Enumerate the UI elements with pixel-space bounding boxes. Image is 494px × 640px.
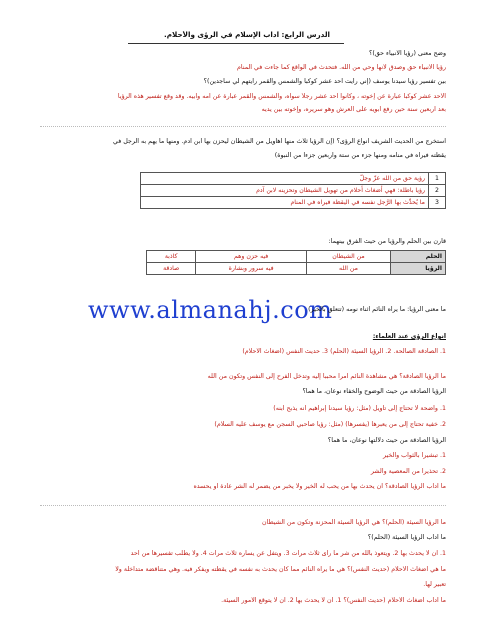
q-yusuf-vision: بين تفسير رؤيا سيدنا يوسف (إني رأيت أحد عشر كوكباً والشمس والقمر رأيتهم لي ساجدين)؟ [203, 78, 446, 85]
a-clear-vision: 1. واضحة لا تحتاج إلى تأويل (مثل: رؤيا سيدنا إبراهيم أنه يذبح ابنه) [273, 405, 446, 412]
comparison-table [146, 250, 446, 275]
table-row [147, 251, 446, 263]
table-row [141, 197, 446, 209]
a-bad-dream: ما الرؤيا السيئة (الحلم)؟ هي الرؤيا السيئة المحزنة وتكون من الشيطان [262, 519, 446, 526]
divider [40, 505, 446, 506]
table-row [141, 185, 446, 197]
table-row [147, 263, 446, 275]
q-vision-meaning: ما معنى الرؤيا: ما يراه النائم أثناء نومه (تتعلق بالخير) [308, 306, 446, 313]
a-yusuf-vision-2: بعد أربعين سنة حين رفع أبويه على العرش وهو سريره، وإخوته بين يديه [261, 106, 446, 113]
row-header: الرؤيا [391, 263, 446, 275]
q-true-vision-clarity: الرؤيا الصادقة من حيث الوضوح والخفاء نوعان، ما هما؟ [302, 388, 446, 395]
a-vision-types: 1. الصادقة الصالحة. 2. الرؤيا السيئة (الحلم) 3. حديث النفس (أضغاث الأحلام) [242, 348, 446, 355]
a-warning: 2. تحذيراً من المعصية والشر [370, 468, 446, 475]
row-number: 2 [429, 185, 446, 197]
a-prophets-vision: رؤيا الأنبياء حق وصدق لأنها وحي من الله. فتحدث في الواقع كما جاءت في المنام [237, 64, 446, 71]
q-vision-types-hadith-2: يقظته فيراه في منامه ومنها جزء من ستة وأربعين جزءاً من النبوة) [274, 152, 446, 159]
cell-source: من الشيطان [306, 251, 390, 263]
lesson-title: الدرس الرابع: آداب الإسلام في الرؤى والأحلام. [164, 31, 330, 39]
title-underline [128, 43, 344, 44]
cell-truth: كاذبة [147, 251, 196, 263]
cell-feeling: فيه حزن وهم [196, 251, 307, 263]
cell-source: من الله [306, 263, 390, 275]
cell-feeling: فيه سرور وبشارة [196, 263, 307, 275]
cell-truth: صادقة [147, 263, 196, 275]
a-good-tidings: 1. تبشيراً بالثواب والخير [383, 452, 446, 459]
q-vision-types-hadith-1: استخرج من الحديث الشريف أنواع الرؤى؟ (إن الرؤيا ثلاث منها أهاويل من الشيطان ليحزن بها ابن آدم. ومنها ما يهم به الرجل في [112, 138, 446, 145]
a-true-vision: ما الرؤيا الصادقة؟ هي مشاهدة النائم أمراً محبباً إليه وتدخل الفرح إلى النفس وتكون من الله [207, 373, 446, 380]
a-self-talk-dreams: ما هي أضغاث الأحلام (حديث النفس)؟ هي ما يراه النائم مما كان يحدث به نفسه في يقظته ويفكر فيه. وهي متناقضة متداخلة ولا [115, 566, 446, 573]
a-self-talk-etiquette: ما آداب أضغاث الأحلام (حديث النفس)؟ 1. أن لا يحدث بها 2. أن لا يتوقع الأمور السيئة. [221, 597, 446, 604]
vision-types-table [140, 172, 446, 209]
divider [40, 126, 446, 127]
a-self-talk-dreams-cont: تعبير لها. [423, 581, 446, 588]
row-number: 1 [429, 173, 446, 185]
q-compare-dream-vision: قارن بين الحلم والرؤيا من حيث الفرق بينهما: [328, 238, 446, 245]
q-bad-dream-etiquette: ما آداب الرؤيا السيئة (الحلم)؟ [367, 534, 446, 541]
heading-vision-types: أنواع الرؤى عند العلماء: [372, 333, 446, 340]
row-text: رؤيا باطلة: فهي أضغاث أحلام من تهويل الشيطان وتحزينه لابن آدم [141, 185, 429, 197]
row-number: 3 [429, 197, 446, 209]
watermark: www.almanahj.com [88, 296, 333, 324]
row-text: ما يُحدِّث بها الرَّجل نفسه في اليقظة فيراه في المنام [141, 197, 429, 209]
a-bad-dream-etiquette: 1. أن لا يحدث بها 2. ويتعوذ بالله من شر ما رأى ثلاث مرات 3. ويتفل عن يساره ثلاث مرات 4. ولا يطلب تفسيرها من أحد [130, 550, 446, 557]
q-prophets-vision: وضح معنى (رؤيا الأنبياء حق)؟ [369, 50, 446, 57]
row-header: الحلم [391, 251, 446, 263]
table-row [141, 173, 446, 185]
a-yusuf-vision-1: الأحد عشر كوكباً عبارة عن إخوته ، وكانوا أحد عشر رجلاً سواه، والشمس والقمر عبارة عن أمه وأبيه. وقد وقع تفسير هذه الرؤيا [117, 93, 446, 100]
a-hidden-vision: 2. خفية تحتاج إلى من يعبرها (يفسرها) (مثل: رؤيا صاحبي السجن مع يوسف عليه السلام) [214, 421, 446, 428]
a-true-vision-etiquette: ما آداب الرؤيا الصادقة؟ أن يحدث بها من يحب له الخير ولا يخبر من يضمر له الشر عادة أو يحسده [193, 483, 446, 490]
row-text: رؤية حق من الله عزّ وجلّ [141, 173, 429, 185]
q-true-vision-meaning: الرؤيا الصادقة من حيث دلالتها نوعان، ما هما؟ [327, 437, 446, 444]
